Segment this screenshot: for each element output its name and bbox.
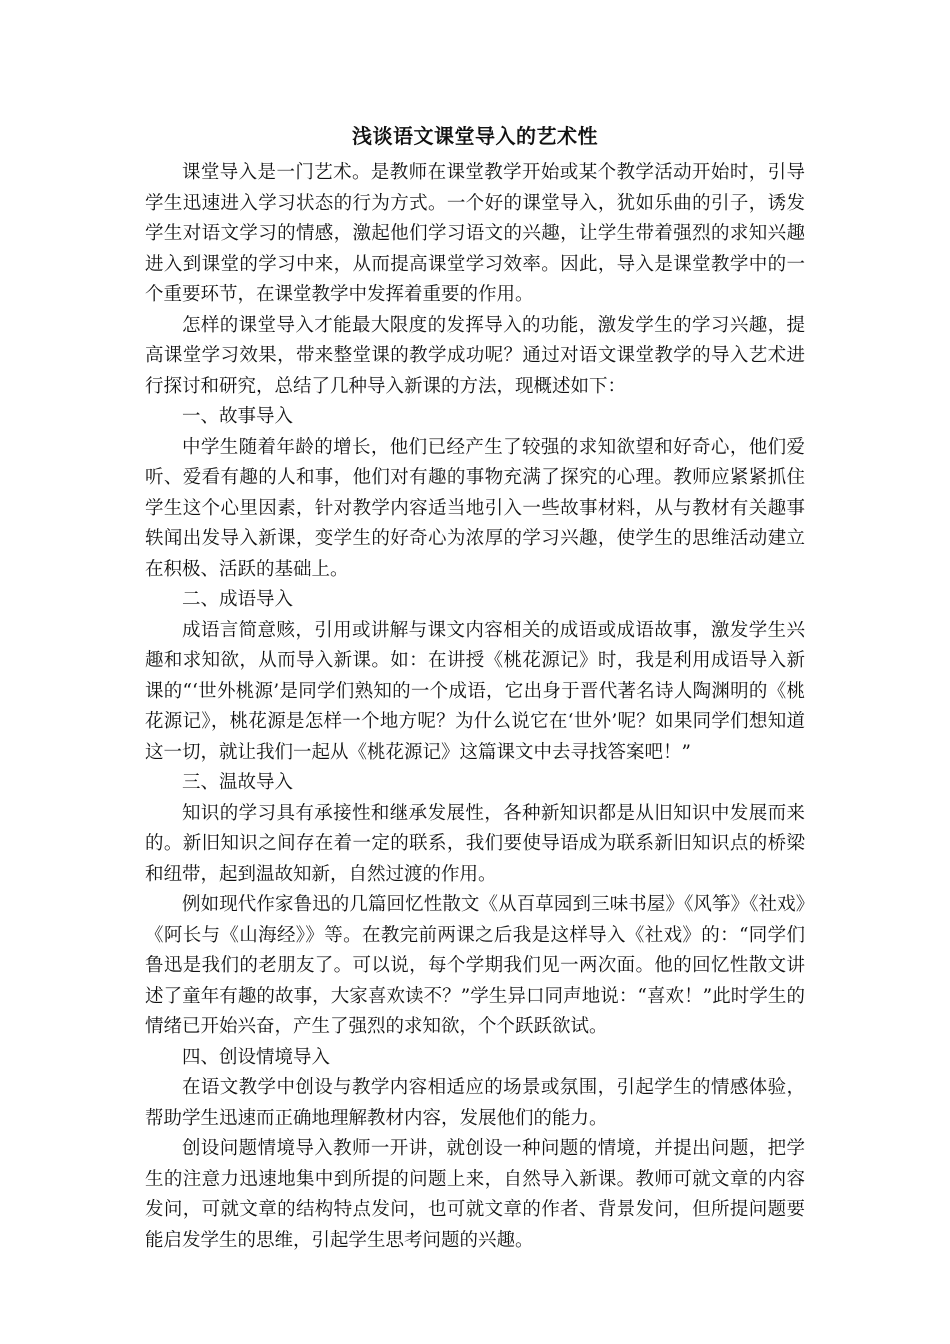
paragraph-idiom: 成语言简意赅，引用或讲解与课文内容相关的成语或成语故事，激发学生兴趣和求知欲，从而导入新课。如：在讲授《桃花源记》时，我是利用成语导入新课的“‘世外桃源’是同学们熟知的一个成语，它出身于晋代著名诗人陶渊明的《桃花源记》，桃花源是怎样一个地方呢？为什么说它在‘世外’呢？如果同学们想知道这一切，就让我们一起从《桃花源记》这篇课文中去寻找答案吧！”	[145, 619, 805, 763]
section-heading-story: 一、故事导入	[182, 406, 294, 427]
document-title: 浅谈语文课堂导入的艺术性	[352, 124, 598, 148]
section-heading-scenario: 四、创设情境导入	[182, 1046, 331, 1068]
paragraph-question-scenario: 创设问题情境导入教师一开讲，就创设一种问题的情境，并提出问题，把学生的注意力迅速地集中到所提的问题上来，自然导入新课。教师可就文章的内容发问，可就文章的结构特点发问，也可就文章的作者、背景发问，但所提问题要能启发学生的思维，引起学生思考问题的兴趣。	[145, 1138, 805, 1251]
section-heading-idiom: 二、成语导入	[182, 589, 294, 610]
paragraph-question: 怎样的课堂导入才能最大限度的发挥导入的功能，激发学生的学习兴趣，提高课堂学习效果，带来整堂课的教学成功呢？通过对语文课堂教学的导入艺术进行探讨和研究，总结了几种导入新课的方法，现概述如下：	[145, 314, 805, 397]
paragraph-scenario: 在语文教学中创设与教学内容相适应的场景或氛围，引起学生的情感体验，帮助学生迅速而正确地理解教材内容，发展他们的能力。	[145, 1077, 805, 1129]
paragraph-review: 知识的学习具有承接性和继承发展性，各种新知识都是从旧知识中发展而来的。新旧知识之间存在着一定的联系，我们要使导语成为联系新旧知识点的桥梁和纽带，起到温故知新，自然过渡的作用。	[145, 802, 805, 885]
paragraph-intro: 课堂导入是一门艺术。是教师在课堂教学开始或某个教学活动开始时，引导学生迅速进入学习状态的行为方式。一个好的课堂导入，犹如乐曲的引子，诱发学生对语文学习的情感，激起他们学习语文的兴趣，让学生带着强烈的求知兴趣进入到课堂的学习中来，从而提高课堂学习效率。因此，导入是课堂教学中的一个重要环节，在课堂教学中发挥着重要的作用。	[145, 162, 805, 305]
section-heading-review: 三、温故导入	[182, 772, 294, 793]
paragraph-story: 中学生随着年龄的增长，他们已经产生了较强的求知欲望和好奇心，他们爱听、爱看有趣的人和事，他们对有趣的事物充满了探究的心理。教师应紧紧抓住学生这个心里因素，针对教学内容适当地引入一些故事材料，从与教材有关趣事轶闻出发导入新课，变学生的好奇心为浓厚的学习兴趣，使学生的思维活动建立在积极、活跃的基础上。	[145, 436, 805, 580]
paragraph-review-example: 例如现代作家鲁迅的几篇回忆性散文《从百草园到三味书屋》《风筝》《社戏》《阿长与《山海经》》等。在教完前两课之后我是这样导入《社戏》的：“同学们鲁迅是我们的老朋友了。可以说，每个学期我们见一两次面。他的回忆性散文讲述了童年有趣的故事，大家喜欢读不？”学生异口同声地说：“喜欢！”此时学生的情绪已开始兴奋，产生了强烈的求知欲，个个跃跃欲试。	[145, 894, 805, 1037]
document-page	[145, 118, 805, 1256]
